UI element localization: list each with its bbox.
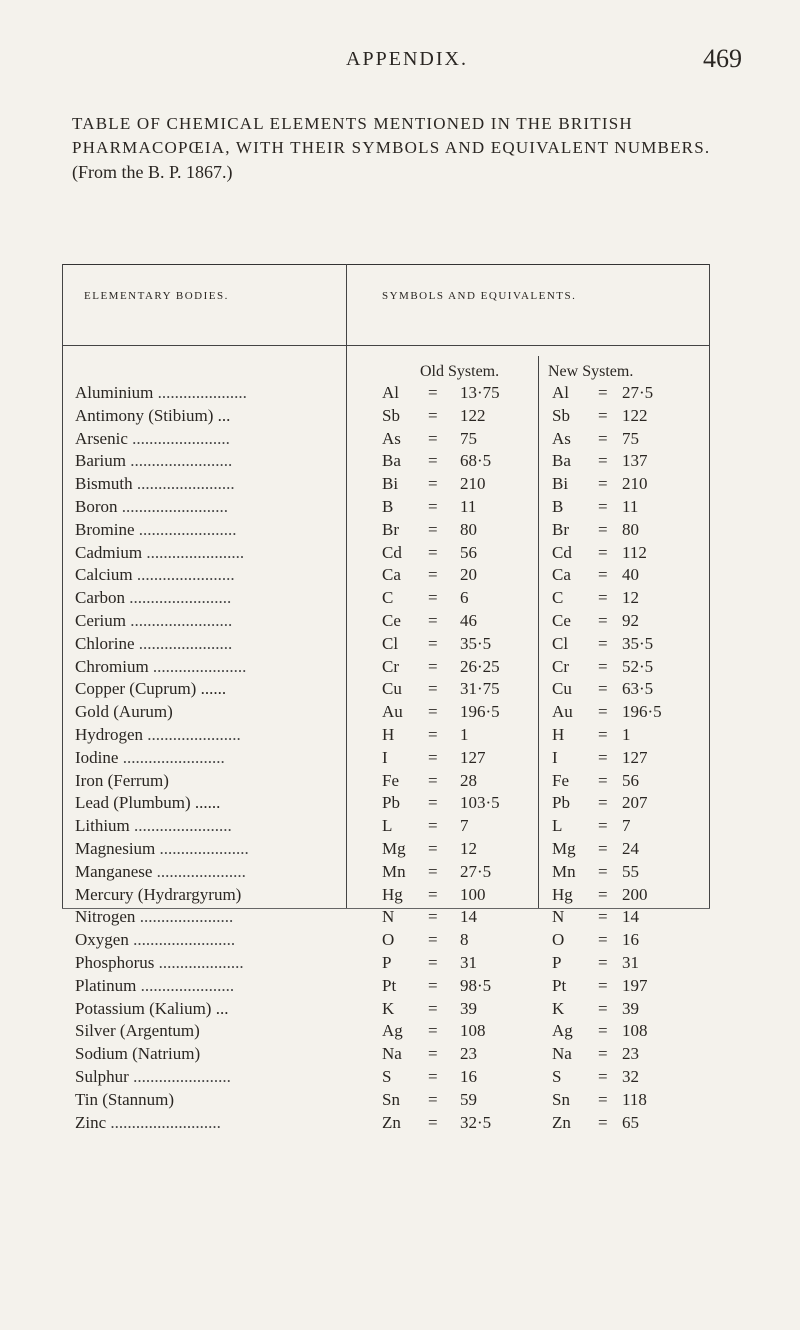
element-name: Bismuth ....................... (75, 474, 235, 494)
header-rule (62, 345, 710, 346)
equals-sign: = (598, 1089, 608, 1109)
equals-sign: = (598, 839, 608, 858)
equals-sign: = (598, 861, 608, 881)
old-equivalent: 31 (460, 953, 477, 972)
element-name: Barium ........................ (75, 451, 233, 471)
element-name: Tin (Stannum) (75, 1089, 175, 1109)
equals-sign: = (598, 383, 608, 402)
equals-sign: = (428, 542, 438, 562)
new-symbol: L (552, 816, 563, 836)
new-symbol: Au (552, 702, 573, 722)
new-equivalent: 11 (622, 497, 639, 516)
element-name: Aluminium ..................... (75, 383, 247, 402)
running-head: APPENDIX. (346, 48, 468, 70)
old-equivalent: 20 (460, 565, 477, 585)
caption-title: TABLE OF CHEMICAL ELEMENTS MENTIONED IN THE BRITISH PHARMACOPŒIA, WITH THEIR SYMBOLS AND EQUIVALENT NUMBERS. (72, 114, 711, 157)
table-row (0, 975, 800, 997)
element-name: Chromium ...................... (75, 656, 247, 676)
equals-sign: = (428, 633, 438, 653)
new-equivalent: 63·5 (622, 679, 654, 699)
element-name: Gold (Aurum) (75, 702, 173, 722)
old-equivalent: 56 (460, 542, 477, 562)
new-equivalent: 12 (622, 588, 639, 608)
equals-sign: = (598, 975, 608, 995)
old-symbol: I (382, 747, 388, 767)
old-symbol: Mg (382, 839, 406, 858)
old-symbol: Sb (382, 405, 400, 425)
old-equivalent: 27·5 (460, 861, 492, 881)
old-symbol: Cu (382, 679, 402, 699)
old-equivalent: 100 (460, 884, 486, 904)
old-equivalent: 11 (460, 497, 477, 516)
new-symbol: Ca (552, 565, 571, 585)
element-name: Potassium (Kalium) ... (75, 998, 229, 1018)
old-equivalent: 210 (460, 474, 486, 494)
new-equivalent: 24 (622, 839, 639, 858)
caption-source: (From the B. P. 1867.) (72, 162, 233, 182)
old-symbol: P (382, 953, 392, 972)
equals-sign: = (598, 702, 608, 722)
equals-sign: = (428, 725, 438, 744)
table-row (0, 428, 800, 450)
old-symbol: Cl (382, 633, 399, 653)
old-equivalent: 31·75 (460, 679, 500, 699)
equals-sign: = (428, 861, 438, 881)
element-name: Lead (Plumbum) ...... (75, 793, 221, 813)
equals-sign: = (598, 588, 608, 608)
old-equivalent: 32·5 (460, 1112, 492, 1132)
element-name: Manganese ..................... (75, 861, 246, 881)
new-symbol: I (552, 747, 558, 767)
equals-sign: = (428, 793, 438, 813)
equals-sign: = (598, 542, 608, 562)
equals-sign: = (428, 770, 438, 790)
new-equivalent: 23 (622, 1044, 639, 1064)
equals-sign: = (598, 633, 608, 653)
new-symbol: Cl (552, 633, 569, 653)
new-equivalent: 52·5 (622, 656, 654, 676)
new-equivalent: 112 (622, 542, 647, 562)
element-name: Oxygen ........................ (75, 930, 236, 950)
element-name: Sulphur ....................... (75, 1067, 231, 1086)
table-row (0, 1043, 800, 1065)
old-symbol: B (382, 497, 394, 516)
element-name: Sodium (Natrium) (75, 1044, 201, 1064)
equals-sign: = (598, 428, 608, 448)
equals-sign: = (428, 1112, 438, 1132)
new-equivalent: 32 (622, 1067, 639, 1086)
element-name: Copper (Cuprum) ...... (75, 679, 227, 699)
equals-sign: = (428, 702, 438, 722)
old-equivalent: 68·5 (460, 451, 492, 471)
element-name: Cadmium ....................... (75, 542, 245, 562)
equals-sign: = (428, 519, 438, 539)
old-equivalent: 39 (460, 998, 477, 1018)
old-symbol: Ce (382, 611, 401, 630)
old-symbol: Cd (382, 542, 402, 562)
old-symbol: Au (382, 702, 403, 722)
equals-sign: = (428, 1044, 438, 1064)
new-equivalent: 1 (622, 725, 631, 744)
element-name: Magnesium ..................... (75, 839, 249, 858)
old-equivalent: 46 (460, 611, 477, 630)
equals-sign: = (598, 611, 608, 630)
table-row (0, 542, 800, 564)
page-number: 469 (703, 44, 742, 73)
table-row (0, 724, 800, 746)
old-symbol: Hg (382, 884, 403, 904)
table-bottom-rule (62, 908, 710, 909)
equals-sign: = (598, 451, 608, 471)
equals-sign: = (598, 679, 608, 699)
table-row (0, 1112, 800, 1134)
new-symbol: Mn (552, 861, 576, 881)
table-row (0, 382, 800, 404)
table-row (0, 496, 800, 518)
old-symbol: Zn (382, 1112, 401, 1132)
old-symbol: Pt (382, 975, 397, 995)
table-row (0, 633, 800, 655)
old-equivalent: 13·75 (460, 383, 500, 402)
element-name: Platinum ...................... (75, 975, 235, 995)
old-system-heading: Old System. (420, 363, 500, 380)
table-row (0, 405, 800, 427)
new-symbol: K (552, 998, 565, 1018)
table-row (0, 838, 800, 860)
equals-sign: = (598, 1112, 608, 1132)
old-equivalent: 14 (460, 907, 477, 927)
new-symbol: Zn (552, 1112, 571, 1132)
table-row (0, 815, 800, 837)
new-equivalent: 127 (622, 747, 648, 767)
equals-sign: = (428, 451, 438, 471)
table-row (0, 1089, 800, 1111)
equals-sign: = (598, 998, 608, 1018)
table-row (0, 610, 800, 632)
old-equivalent: 80 (460, 519, 477, 539)
new-equivalent: 122 (622, 405, 648, 425)
old-equivalent: 59 (460, 1089, 477, 1109)
new-equivalent: 55 (622, 861, 639, 881)
table-row (0, 656, 800, 678)
element-name: Silver (Argentum) (75, 1021, 200, 1041)
element-name: Iron (Ferrum) (75, 770, 169, 790)
old-equivalent: 103·5 (460, 793, 500, 813)
new-system-heading: New System. (548, 363, 634, 380)
new-equivalent: 65 (622, 1112, 639, 1132)
new-symbol: Ag (552, 1021, 573, 1041)
old-symbol: N (382, 907, 395, 927)
table-row (0, 906, 800, 928)
equals-sign: = (428, 497, 438, 516)
new-symbol: Hg (552, 884, 573, 904)
old-symbol: Ba (382, 451, 401, 471)
old-symbol: Mn (382, 861, 406, 881)
equals-sign: = (428, 1067, 438, 1086)
old-equivalent: 127 (460, 747, 486, 767)
new-symbol: As (552, 428, 571, 448)
old-symbol: Ag (382, 1021, 403, 1041)
old-symbol: C (382, 588, 394, 608)
element-name: Mercury (Hydrargyrum) (75, 884, 242, 904)
table-row (0, 450, 800, 472)
table-caption (72, 112, 752, 185)
old-symbol: L (382, 816, 393, 836)
old-equivalent: 7 (460, 816, 469, 836)
old-symbol: Pb (382, 793, 400, 813)
new-equivalent: 108 (622, 1021, 648, 1041)
old-equivalent: 23 (460, 1044, 477, 1064)
new-symbol: C (552, 588, 564, 608)
new-symbol: Ce (552, 611, 571, 630)
old-symbol: Sn (382, 1089, 400, 1109)
new-equivalent: 40 (622, 565, 639, 585)
new-equivalent: 39 (622, 998, 639, 1018)
equals-sign: = (598, 497, 608, 516)
table-row (0, 1066, 800, 1088)
table-row (0, 792, 800, 814)
new-symbol: P (552, 953, 562, 972)
equals-sign: = (598, 747, 608, 767)
element-name: Chlorine ...................... (75, 633, 233, 653)
table-row (0, 1020, 800, 1042)
new-equivalent: 27·5 (622, 383, 654, 402)
equals-sign: = (428, 565, 438, 585)
old-symbol: K (382, 998, 395, 1018)
equals-sign: = (428, 953, 438, 972)
table-row (0, 701, 800, 723)
element-name: Calcium ....................... (75, 565, 235, 585)
new-symbol: H (552, 725, 565, 744)
equals-sign: = (428, 383, 438, 402)
table-row (0, 473, 800, 495)
old-symbol: Bi (382, 474, 399, 494)
old-equivalent: 16 (460, 1067, 477, 1086)
equals-sign: = (598, 770, 608, 790)
equals-sign: = (598, 930, 608, 950)
element-name: Arsenic ....................... (75, 428, 230, 448)
equals-sign: = (598, 884, 608, 904)
new-symbol: Bi (552, 474, 569, 494)
old-symbol: Cr (382, 656, 399, 676)
equals-sign: = (598, 474, 608, 494)
new-equivalent: 80 (622, 519, 639, 539)
old-equivalent: 35·5 (460, 633, 492, 653)
equals-sign: = (598, 1067, 608, 1086)
new-symbol: Sn (552, 1089, 570, 1109)
equals-sign: = (428, 930, 438, 950)
element-name: Lithium ....................... (75, 816, 232, 836)
equals-sign: = (428, 1021, 438, 1041)
new-symbol: Cr (552, 656, 569, 676)
equals-sign: = (598, 725, 608, 744)
equals-sign: = (428, 998, 438, 1018)
table-row (0, 929, 800, 951)
table-row (0, 564, 800, 586)
old-equivalent: 6 (460, 588, 469, 608)
new-equivalent: 31 (622, 953, 639, 972)
column-header-elements: ELEMENTARY BODIES. (84, 290, 229, 302)
new-symbol: Cd (552, 542, 572, 562)
old-equivalent: 8 (460, 930, 469, 950)
new-symbol: Na (552, 1044, 572, 1064)
table-row (0, 587, 800, 609)
equals-sign: = (428, 975, 438, 995)
old-symbol: As (382, 428, 401, 448)
element-name: Carbon ........................ (75, 588, 232, 608)
old-symbol: H (382, 725, 395, 744)
element-name: Phosphorus .................... (75, 953, 244, 972)
new-equivalent: 56 (622, 770, 639, 790)
element-name: Nitrogen ...................... (75, 907, 234, 927)
element-name: Cerium ........................ (75, 611, 233, 630)
table-row (0, 678, 800, 700)
element-name: Antimony (Stibium) ... (75, 405, 231, 425)
new-equivalent: 137 (622, 451, 648, 471)
old-symbol: Fe (382, 770, 399, 790)
old-symbol: Ca (382, 565, 401, 585)
element-name: Iodine ........................ (75, 747, 225, 767)
old-equivalent: 98·5 (460, 975, 492, 995)
equals-sign: = (428, 428, 438, 448)
old-symbol: Br (382, 519, 399, 539)
old-equivalent: 108 (460, 1021, 486, 1041)
equals-sign: = (598, 793, 608, 813)
equals-sign: = (428, 611, 438, 630)
table-row (0, 747, 800, 769)
old-equivalent: 122 (460, 405, 486, 425)
equals-sign: = (598, 816, 608, 836)
equals-sign: = (428, 1089, 438, 1109)
new-symbol: B (552, 497, 564, 516)
new-equivalent: 75 (622, 428, 639, 448)
new-equivalent: 200 (622, 884, 648, 904)
new-symbol: Pb (552, 793, 570, 813)
new-equivalent: 207 (622, 793, 648, 813)
equals-sign: = (428, 839, 438, 858)
new-equivalent: 196·5 (622, 702, 662, 722)
old-equivalent: 26·25 (460, 656, 500, 676)
page-header (72, 44, 742, 76)
old-equivalent: 1 (460, 725, 469, 744)
new-symbol: O (552, 930, 565, 950)
new-symbol: S (552, 1067, 562, 1086)
new-symbol: Cu (552, 679, 572, 699)
new-symbol: Br (552, 519, 569, 539)
equals-sign: = (598, 953, 608, 972)
new-symbol: Fe (552, 770, 569, 790)
new-equivalent: 16 (622, 930, 639, 950)
new-equivalent: 118 (622, 1089, 647, 1109)
equals-sign: = (428, 405, 438, 425)
element-name: Boron ......................... (75, 497, 228, 516)
new-symbol: Sb (552, 405, 570, 425)
old-equivalent: 12 (460, 839, 477, 858)
table-top-rule (62, 264, 710, 265)
equals-sign: = (428, 747, 438, 767)
new-symbol: Al (552, 383, 569, 402)
equals-sign: = (598, 656, 608, 676)
equals-sign: = (428, 884, 438, 904)
table-row (0, 519, 800, 541)
new-equivalent: 197 (622, 975, 648, 995)
old-symbol: S (382, 1067, 392, 1086)
equals-sign: = (428, 679, 438, 699)
new-equivalent: 210 (622, 474, 648, 494)
old-equivalent: 28 (460, 770, 477, 790)
element-name: Zinc .......................... (75, 1112, 221, 1132)
new-symbol: N (552, 907, 565, 927)
new-symbol: Ba (552, 451, 571, 471)
equals-sign: = (598, 1044, 608, 1064)
table-row (0, 884, 800, 906)
equals-sign: = (598, 519, 608, 539)
equals-sign: = (428, 588, 438, 608)
equals-sign: = (598, 1021, 608, 1041)
new-equivalent: 7 (622, 816, 631, 836)
equals-sign: = (428, 656, 438, 676)
old-symbol: Al (382, 383, 399, 402)
equals-sign: = (428, 474, 438, 494)
new-symbol: Pt (552, 975, 567, 995)
table-row (0, 952, 800, 974)
equals-sign: = (598, 565, 608, 585)
element-name: Bromine ....................... (75, 519, 237, 539)
equals-sign: = (428, 907, 438, 927)
element-name: Hydrogen ...................... (75, 725, 241, 744)
new-symbol: Mg (552, 839, 576, 858)
old-equivalent: 75 (460, 428, 477, 448)
table-row (0, 861, 800, 883)
equals-sign: = (598, 907, 608, 927)
equals-sign: = (428, 816, 438, 836)
old-symbol: Na (382, 1044, 402, 1064)
new-equivalent: 14 (622, 907, 639, 927)
new-equivalent: 35·5 (622, 633, 654, 653)
old-equivalent: 196·5 (460, 702, 500, 722)
table-row (0, 770, 800, 792)
old-symbol: O (382, 930, 395, 950)
equals-sign: = (598, 405, 608, 425)
table-row (0, 998, 800, 1020)
column-header-symbols: SYMBOLS AND EQUIVALENTS. (382, 290, 577, 302)
new-equivalent: 92 (622, 611, 639, 630)
